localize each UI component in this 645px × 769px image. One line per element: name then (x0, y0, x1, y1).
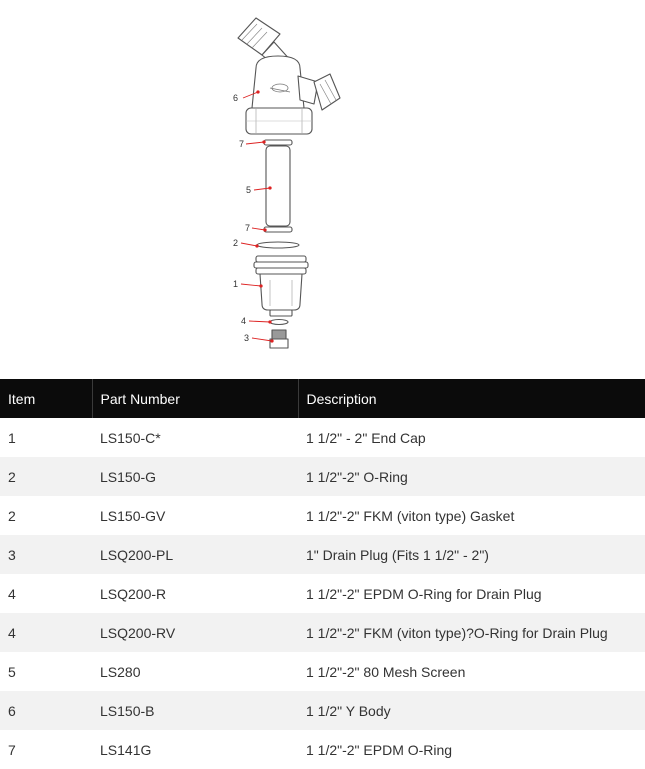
callout-3: 3 (244, 333, 250, 343)
table-row (0, 691, 645, 730)
callout-6: 6 (233, 93, 239, 103)
y-body-part (238, 18, 340, 134)
item-cell: 7 (8, 741, 16, 758)
header-item: Item (0, 379, 92, 418)
table-row (0, 730, 645, 769)
part-number-cell: LS280 (100, 663, 141, 680)
parts-table (0, 379, 645, 769)
description-cell: 1 1/2" Y Body (298, 691, 645, 730)
part-number-cell: LS150-GV (100, 507, 166, 524)
item-cell: 2 (0, 457, 92, 496)
callout-1: 1 (233, 279, 239, 289)
description-cell: 1 1/2" - 2" End Cap (306, 429, 426, 446)
part-number-cell: LS150-C* (100, 429, 161, 446)
o-ring-bottom-part (264, 227, 292, 232)
strainer-drawing (0, 0, 645, 375)
item-cell: 1 (8, 429, 16, 446)
callout-7-bottom: 7 (245, 223, 251, 233)
description-cell: 1 1/2"-2" 80 Mesh Screen (306, 663, 466, 680)
header-description: Description (298, 379, 645, 418)
item-cell: 2 (8, 507, 16, 524)
mesh-screen-part (266, 146, 290, 226)
o-ring-top-part (264, 140, 292, 145)
description-cell: 1 1/2"-2" EPDM O-Ring (306, 741, 453, 758)
callout-5: 5 (246, 185, 252, 195)
part-number-cell: LS150-B (92, 691, 298, 730)
parts-table-header (0, 379, 645, 418)
exploded-parts-diagram (0, 0, 645, 375)
drain-o-ring-part (270, 320, 288, 325)
callout-2: 2 (233, 238, 239, 248)
item-cell: 6 (0, 691, 92, 730)
description-cell: 1 1/2"-2" FKM (viton type)?O-Ring for Drain Plug (298, 613, 645, 652)
table-row (0, 418, 645, 457)
item-cell: 3 (0, 535, 92, 574)
description-cell: 1 1/2"-2" FKM (viton type) Gasket (306, 507, 515, 524)
table-row (0, 457, 645, 496)
part-number-cell: LSQ200-R (100, 585, 167, 602)
part-number-cell: LSQ200-PL (92, 535, 298, 574)
description-cell: 1 1/2"-2" EPDM O-Ring for Drain Plug (306, 585, 542, 602)
item-cell: 4 (0, 613, 92, 652)
item-cell: 4 (8, 585, 16, 602)
description-cell: 1" Drain Plug (Fits 1 1/2" - 2") (298, 535, 645, 574)
o-ring-large-part (257, 242, 299, 248)
part-number-cell: LSQ200-RV (92, 613, 298, 652)
part-number-cell: LS150-G (92, 457, 298, 496)
table-row (0, 652, 645, 691)
drain-plug-part (270, 330, 288, 348)
table-row (0, 535, 645, 574)
table-row (0, 496, 645, 535)
callout-4: 4 (241, 316, 247, 326)
table-row (0, 613, 645, 652)
header-part-number: Part Number (92, 379, 298, 418)
part-number-cell: LS141G (100, 741, 152, 758)
item-cell: 5 (8, 663, 16, 680)
callout-7-top: 7 (239, 139, 245, 149)
description-cell: 1 1/2"-2" O-Ring (298, 457, 645, 496)
table-row (0, 574, 645, 613)
